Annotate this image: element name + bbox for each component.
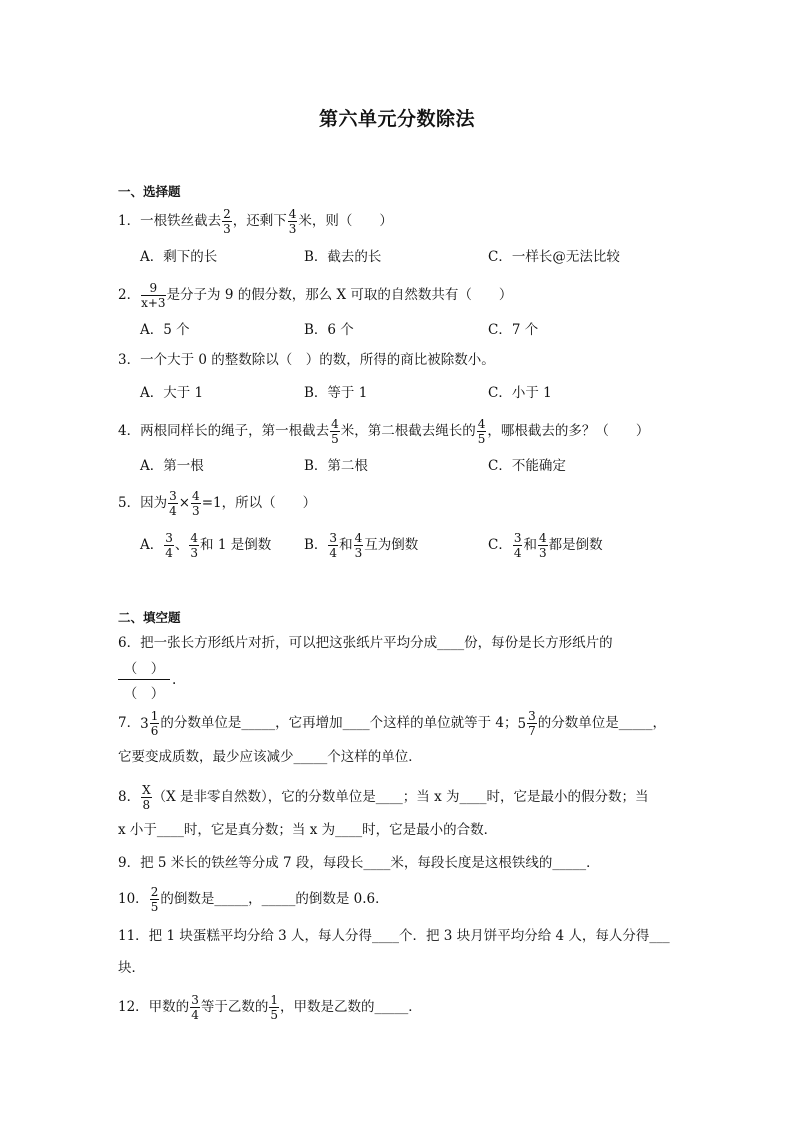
- fraction: $\frac{3}{4}$: [165, 531, 173, 560]
- q3-option-a[interactable]: A．大于 1: [140, 385, 204, 401]
- fraction: $\frac{4}{3}$: [538, 531, 547, 560]
- q1-option-c[interactable]: C．一样长@无法比较: [488, 249, 620, 265]
- q4-option-b[interactable]: B．第二根: [304, 458, 368, 474]
- fraction: $\frac{3}{7}$: [528, 709, 536, 738]
- fraction: $\frac{4}{3}$: [354, 531, 363, 560]
- question-3: 3．一个大于 0 的整数除以（ ）的数，所得的商比被除数小。: [118, 352, 495, 368]
- q4-option-a[interactable]: A．第一根: [140, 458, 204, 474]
- q6-period: .: [172, 672, 177, 688]
- question-5: 5．因为 $\frac{3}{4}$ × $\frac{4}{3}$ =1，所以（ ）: [118, 489, 317, 518]
- fraction: $\frac{1}{6}$: [150, 709, 159, 738]
- question-6: 6．把一张长方形纸片对折，可以把这张纸片平均分成____份，每份是长方形纸片的: [118, 635, 613, 651]
- fraction: $\frac{3}{4}$: [169, 489, 177, 518]
- question-7-line-2: 它要变成质数，最少应该减少_____个这样的单位．: [118, 749, 422, 765]
- section-heading-choice: 一、选择题: [118, 184, 181, 199]
- q5-option-b[interactable]: B． $\frac{3}{4}$ 和 $\frac{4}{3}$ 互为倒数: [304, 531, 419, 560]
- section-heading-fill: 二、填空题: [118, 610, 181, 625]
- fraction: $\frac{4}{3}$: [288, 207, 297, 236]
- question-8: 8． $\frac{X}{8}$ （X 是非零自然数），它的分数单位是____；当 x 为____时，它是最小的假分数；当: [118, 783, 649, 812]
- q3-option-c[interactable]: C．小于 1: [488, 385, 552, 401]
- q1-option-b[interactable]: B．截去的长: [304, 249, 382, 265]
- fraction: $\frac{3}{4}$: [513, 531, 522, 560]
- fraction: $\frac{4}{5}$: [477, 417, 486, 446]
- fraction: $\frac{3}{4}$: [191, 993, 199, 1022]
- question-12: 12．甲数的 $\frac{3}{4}$ 等于乙数的 $\frac{1}{5}$ ，甲数是乙数的_____．: [118, 993, 422, 1022]
- fraction: $\frac{4}{3}$: [192, 489, 200, 518]
- q3-option-b[interactable]: B．等于 1: [304, 385, 368, 401]
- question-11-line-2: 块．: [118, 960, 145, 976]
- question-4: 4．两根同样长的绳子，第一根截去 $\frac{4}{5}$ 米，第二根截去绳长的 $\frac{4}{5}$ ，哪根截去的多？（ ）: [118, 417, 650, 446]
- fraction: $\frac{2}{3}$: [223, 207, 231, 236]
- question-11: 11．把 1 块蛋糕平均分给 3 人，每人分得____个．把 3 块月饼平均分给 4 人，每人分得___: [118, 928, 670, 944]
- q2-option-b[interactable]: B．6 个: [304, 322, 354, 338]
- question-2: 2． $\frac{9}{x+3}$ 是分子为 9 的假分数，那么 X 可取的自然数共有（ ）: [118, 281, 513, 310]
- fraction: $\frac{4}{5}$: [331, 417, 339, 446]
- question-9: 9．把 5 米长的铁丝等分成 7 段，每段长____米，每段长度是这根铁线的_____．: [118, 855, 600, 871]
- fraction: $\frac{9}{x+3}$: [141, 281, 166, 310]
- page-title: 第六单元分数除法: [318, 108, 475, 130]
- question-10: 10． $\frac{2}{5}$ 的倒数是_____，_____的倒数是 0.6．: [118, 885, 389, 914]
- q5-option-c[interactable]: C． $\frac{3}{4}$ 和 $\frac{4}{3}$ 都是倒数: [488, 531, 603, 560]
- q4-option-c[interactable]: C．不能确定: [488, 458, 566, 474]
- q2-option-a[interactable]: A．5 个: [140, 322, 190, 338]
- fraction: $\frac{X}{8}$: [142, 783, 151, 812]
- q6-answer-fraction[interactable]: （ ） （ ）: [118, 657, 170, 702]
- q1-option-a[interactable]: A．剩下的长: [140, 249, 218, 265]
- fraction: $\frac{4}{3}$: [190, 531, 199, 560]
- fraction: $\frac{3}{4}$: [329, 531, 338, 560]
- question-7: 7．3 $\frac{1}{6}$ 的分数单位是_____，它再增加____个这样的单位就等于 4；5 $\frac{3}{7}$ 的分数单位是_____，: [118, 709, 666, 738]
- q2-option-c[interactable]: C．7 个: [488, 322, 539, 338]
- fraction: $\frac{1}{5}$: [270, 993, 278, 1022]
- q5-option-a[interactable]: A． $\frac{3}{4}$ 、 $\frac{4}{3}$ 和 1 是倒数: [140, 531, 272, 560]
- question-1: 1．一根铁丝截去 $\frac{2}{3}$ ，还剩下 $\frac{4}{3}$ 米，则（ ）: [118, 207, 393, 236]
- question-8-line-2: x 小于____时，它是真分数；当 x 为____时，它是最小的合数．: [118, 822, 498, 838]
- fraction: $\frac{2}{5}$: [150, 885, 159, 914]
